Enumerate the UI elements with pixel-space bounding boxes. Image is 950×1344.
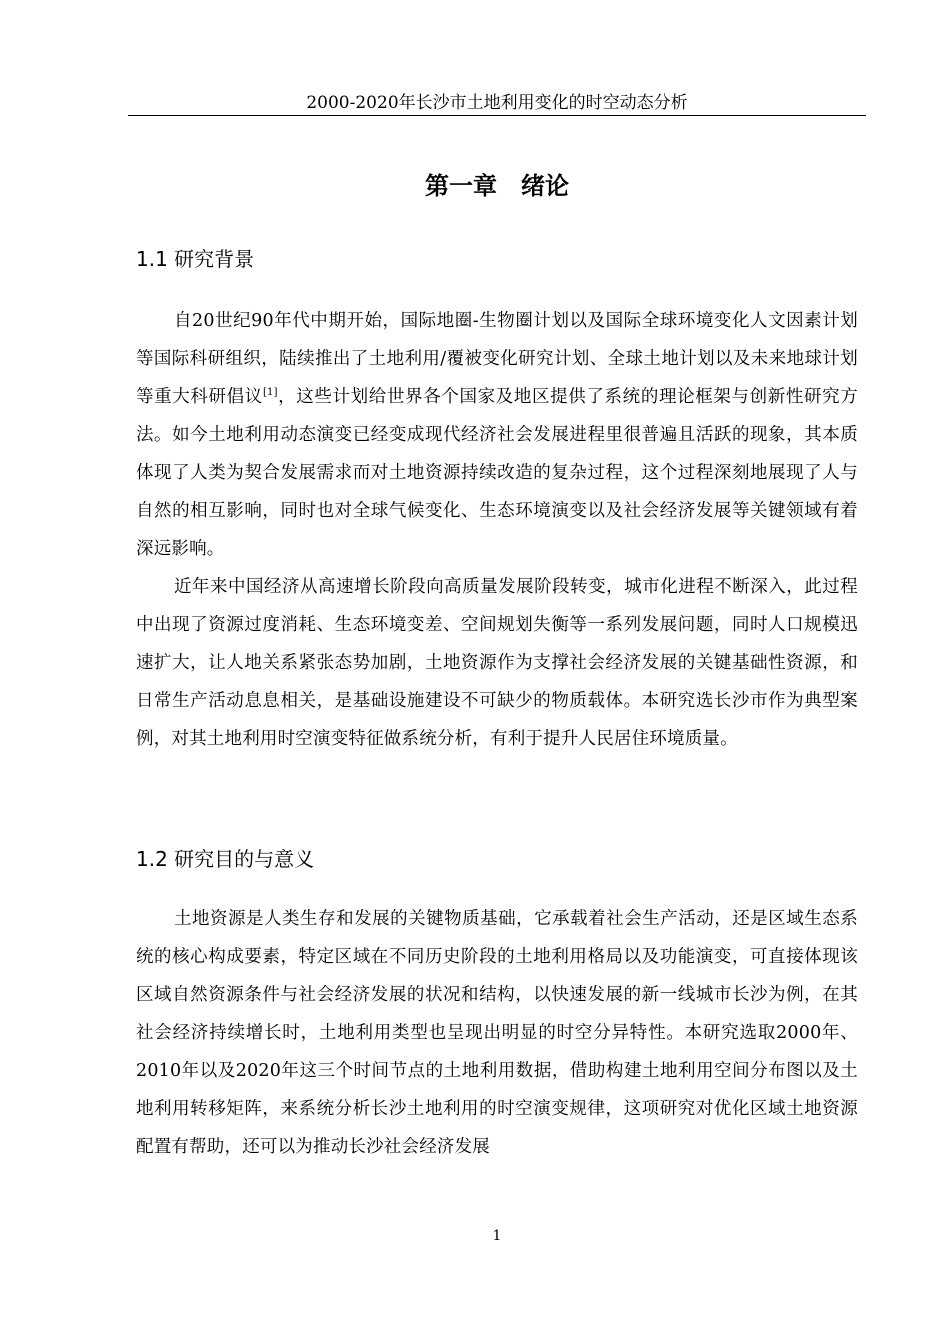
paragraph: 土地资源是人类生存和发展的关键物质基础，它承载着社会生产活动，还是区域生态系统的核心构成要素，特定区域在不同历史阶段的土地利用格局以及功能演变，可直接体现该区域自然资源条件与社会经济发展的状况和结构，以快速发展的新一线城市长沙为例，在其社会经济持续增长时，土地利用类型也呈现出明显的时空分异特性。本研究选取2000年、2010年以及2020年这三个时间节点的土地利用数据，借助构建土地利用空间分布图以及土地利用转移矩阵，来系统分析长沙土地利用的时空演变规律，这项研究对优化区域土地资源配置有帮助，还可以为推动长沙社会经济发展 [136,909,858,1157]
paragraph [136,302,858,568]
page-number: 1 [492,1228,502,1244]
running-header: 2000-2020年长沙市土地利用变化的时空动态分析 [306,93,688,113]
section-heading-background: 1.1 研究背景 [136,247,255,271]
section-heading-purpose: 1.2 研究目的与意义 [136,847,315,871]
paragraph: 近年来中国经济从高速增长阶段向高质量发展阶段转变，城市化进程不断深入，此过程中出现了资源过度消耗、生态环境变差、空间规划失衡等一系列发展问题，同时人口规模迅速扩大，让人地关系紧张态势加剧，土地资源作为支撑社会经济发展的关键基础性资源，和日常生产活动息息相关，是基础设施建设不可缺少的物质载体。本研究选长沙市作为典型案例，对其土地利用时空演变特征做系统分析，有利于提升人民居住环境质量。 [136,577,858,749]
chapter-title: 第一章 绪论 [425,172,569,200]
citation-marker: [1] [262,387,278,398]
header-rule [128,115,866,116]
paragraph-text: ，这些计划给世界各个国家及地区提供了系统的理论框架与创新性研究方法。如今土地利用动态演变已经变成现代经济社会发展进程里很普遍且活跃的现象，其本质体现了人类为契合发展需求而对土地资源持续改造的复杂过程，这个过程深刻地展现了人与自然的相互影响，同时也对全球气候变化、生态环境演变以及社会经济发展等关键领域有着深远影响。 [136,387,858,559]
paragraph-text: 自20世纪90年代中期开始，国际地圈-生物圈计划以及国际全球环境变化人文因素计划等国际科研组织，陆续推出了土地利用/覆被变化研究计划、全球土地计划以及未来地球计划等重大科研倡议 [136,311,858,407]
section-body-background [136,302,858,758]
section-body-purpose [136,900,858,1166]
